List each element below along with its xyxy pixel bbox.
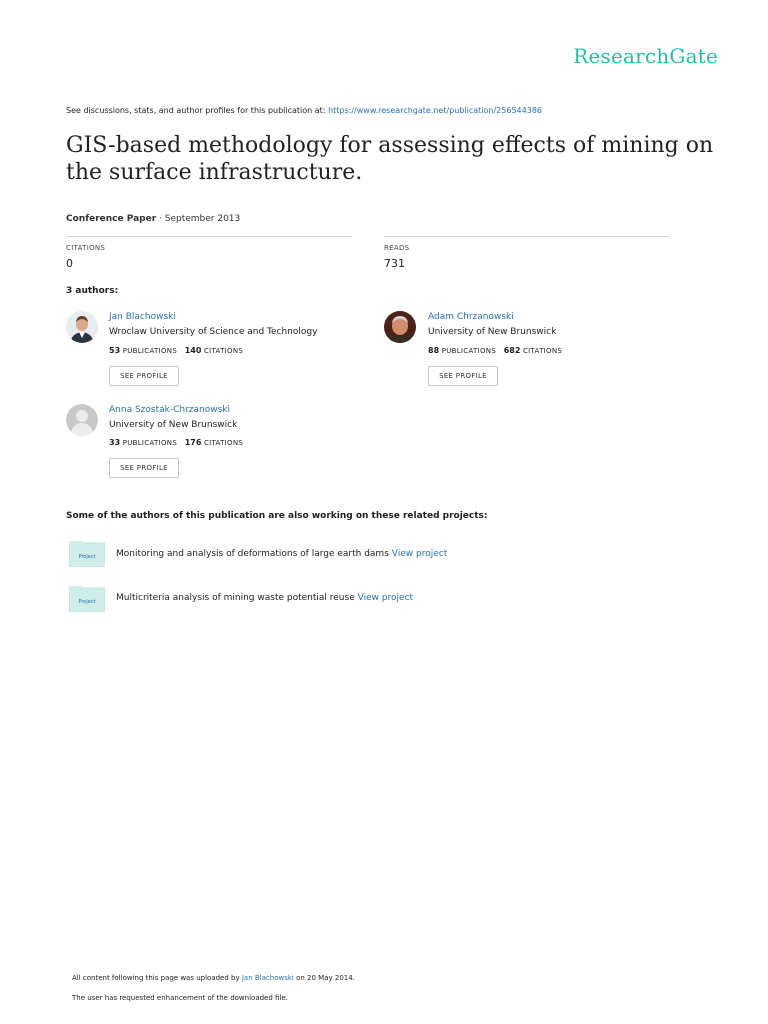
- citations-count-label: CITATIONS: [203, 347, 244, 355]
- avatar-adam-chrzanowski[interactable]: [384, 311, 416, 343]
- citations-value: 0: [66, 257, 73, 270]
- project-folder-icon[interactable]: [69, 541, 105, 567]
- publication-title: GIS-based methodology for assessing effects of mining on the surface infrastructure.: [66, 133, 714, 185]
- author-affiliation: University of New Brunswick: [109, 420, 238, 430]
- project-item: [116, 549, 447, 559]
- see-profile-button[interactable]: SEE PROFILE: [109, 366, 179, 386]
- projects-heading: Some of the authors of this publication are also working on these related projects:: [66, 511, 488, 521]
- publication-date: · September 2013: [159, 214, 241, 224]
- citations-count: 176: [184, 438, 202, 447]
- see-profile-button[interactable]: SEE PROFILE: [109, 458, 179, 478]
- publication-meta: [66, 214, 240, 224]
- publications-count: 88: [428, 346, 440, 355]
- upload-prefix: All content following this page was uploaded by: [72, 974, 240, 982]
- project-title: Multicriteria analysis of mining waste potential reuse: [116, 593, 355, 603]
- discussion-text: See discussions, stats, and author profiles for this publication at:: [66, 106, 326, 115]
- reads-value: 731: [384, 257, 405, 270]
- citations-count: 140: [184, 346, 202, 355]
- author-affiliation: University of New Brunswick: [428, 327, 557, 337]
- publications-count: 33: [109, 438, 121, 447]
- citations-label: CITATIONS: [66, 244, 106, 252]
- author-counts: [109, 346, 243, 355]
- publication-url-link[interactable]: https://www.researchgate.net/publication/256544386: [328, 106, 542, 115]
- project-title: Monitoring and analysis of deformations of large earth dams: [116, 549, 389, 559]
- publications-label: PUBLICATIONS: [122, 439, 178, 447]
- author-name[interactable]: Anna Szostak-Chrzanowski: [109, 405, 230, 415]
- see-profile-button[interactable]: SEE PROFILE: [428, 366, 498, 386]
- view-project-link[interactable]: View project: [357, 593, 414, 603]
- publications-count: 53: [109, 346, 121, 355]
- uploader-link[interactable]: Jan Blachowski: [241, 974, 294, 982]
- author-affiliation: Wroclaw University of Science and Technology: [109, 327, 318, 337]
- reads-label: READS: [384, 244, 410, 252]
- publication-type: Conference Paper: [66, 214, 157, 224]
- project-icon-label: Project: [78, 554, 96, 560]
- discussion-line: [66, 106, 542, 115]
- upload-suffix: on 20 May 2014.: [296, 974, 355, 982]
- project-icon-label: Project: [78, 599, 96, 605]
- enhancement-note: The user has requested enhancement of the downloaded file.: [72, 994, 288, 1002]
- upload-note: [72, 974, 355, 982]
- avatar-placeholder-icon[interactable]: [66, 404, 98, 436]
- view-project-link[interactable]: View project: [391, 549, 448, 559]
- citations-divider: [66, 236, 352, 237]
- project-item: [116, 593, 413, 603]
- author-counts: [428, 346, 562, 355]
- author-counts: [109, 438, 243, 447]
- author-name[interactable]: Adam Chrzanowski: [428, 312, 514, 322]
- reads-divider: [384, 236, 670, 237]
- author-name[interactable]: Jan Blachowski: [109, 312, 176, 322]
- authors-heading: 3 authors:: [66, 286, 119, 296]
- avatar-jan-blachowski[interactable]: [66, 311, 98, 343]
- citations-count-label: CITATIONS: [522, 347, 563, 355]
- publications-label: PUBLICATIONS: [122, 347, 178, 355]
- project-folder-icon[interactable]: [69, 586, 105, 612]
- researchgate-logo[interactable]: ResearchGate: [573, 44, 718, 68]
- citations-count-label: CITATIONS: [203, 439, 244, 447]
- citations-count: 682: [503, 346, 521, 355]
- publications-label: PUBLICATIONS: [441, 347, 497, 355]
